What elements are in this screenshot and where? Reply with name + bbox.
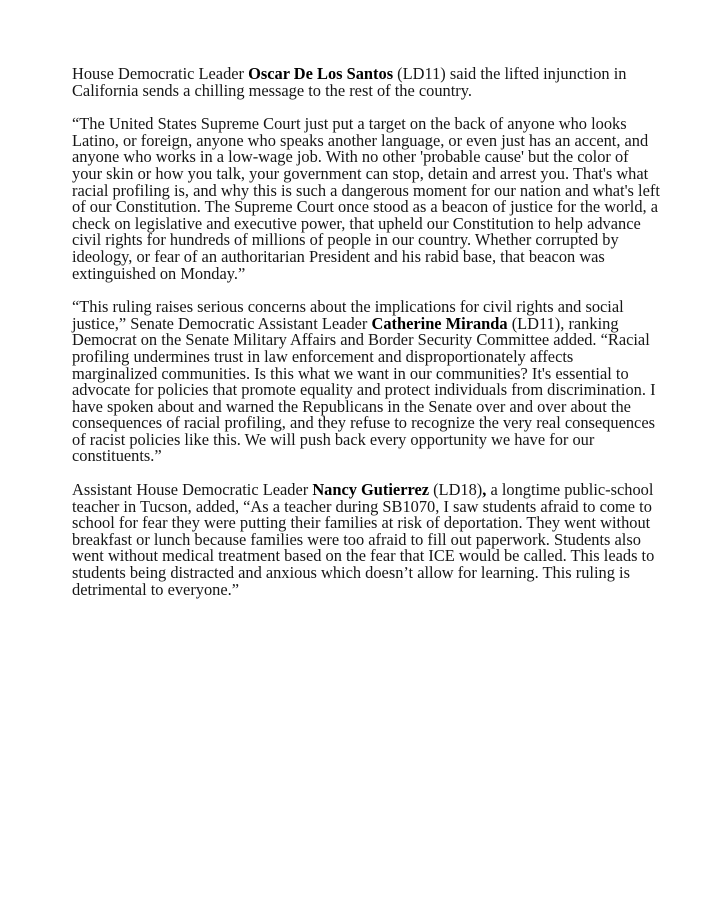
speaker-name: Oscar De Los Santos <box>248 64 394 83</box>
paragraph-text: “This ruling raises serious concerns about the implications for civil rights and social justice,” Senate Democratic Assistant Leader <box>72 297 624 333</box>
paragraph-text: a longtime public-school teacher in Tucson, added, “As a teacher during SB1070, I saw students afraid to come to school for fear they were putting their families at risk of deportation. They went without breakfast or lunch because families were too afraid to fill out paperwork. Students also went without medical treatment based on the fear that ICE would be called. This leads to students being distracted and anxious which doesn’t allow for learning. This ruling is detrimental to everyone.” <box>72 480 655 599</box>
paragraph-miranda-quote <box>72 299 662 465</box>
paragraph-text: (LD18) <box>429 480 483 500</box>
bold-comma: , <box>482 480 487 500</box>
paragraph-text: (LD11) said the lifted injunction in California sends a chilling message to the rest of the country. <box>72 64 627 100</box>
paragraph-text: House Democratic Leader <box>72 64 249 83</box>
paragraph-de-los-santos-intro <box>72 66 662 99</box>
speaker-name: Catherine Miranda <box>371 313 508 333</box>
quote-text: “The United States Supreme Court just put a target on the back of anyone who looks Latino, or foreign, anyone who speaks another language, or even just has an accent, and anyone who works in a low-wage job. With no other 'probable cause' but the color of your skin or how you talk, your government can stop, detain and arrest you. That's what racial profiling is, and why this is such a dangerous moment for our nation and what's left of our Constitution. The Supreme Court once stood as a beacon of justice for the world, a check on legislative and executive power, that upheld our Constitution to help advance civil rights for hundreds of millions of people in our country. Whether corrupted by ideology, or fear of an authoritarian President and his rabid base, that beacon was extinguished on Monday.” <box>72 114 660 283</box>
paragraph-text: Assistant House Democratic Leader <box>72 480 313 500</box>
paragraph-gutierrez-quote <box>72 482 662 598</box>
speaker-name: Nancy Gutierrez <box>312 480 429 500</box>
paragraph-text: (LD11), ranking Democrat on the Senate Military Affairs and Border Security Committee added. “Racial profiling undermines trust in law enforcement and disproportionately affects marginalized communities. Is this what we want in our communities? It's essential to advocate for policies that promote equality and protect individuals from discrimination. I have spoken about and warned the Republicans in the Senate over and over about the consequences of racial profiling, and they refuse to recognize the very real consequences of racist policies like this. We will push back every opportunity we have for our constituents.” <box>72 313 656 466</box>
press-release-body <box>72 66 662 615</box>
paragraph-de-los-santos-quote <box>72 116 662 282</box>
